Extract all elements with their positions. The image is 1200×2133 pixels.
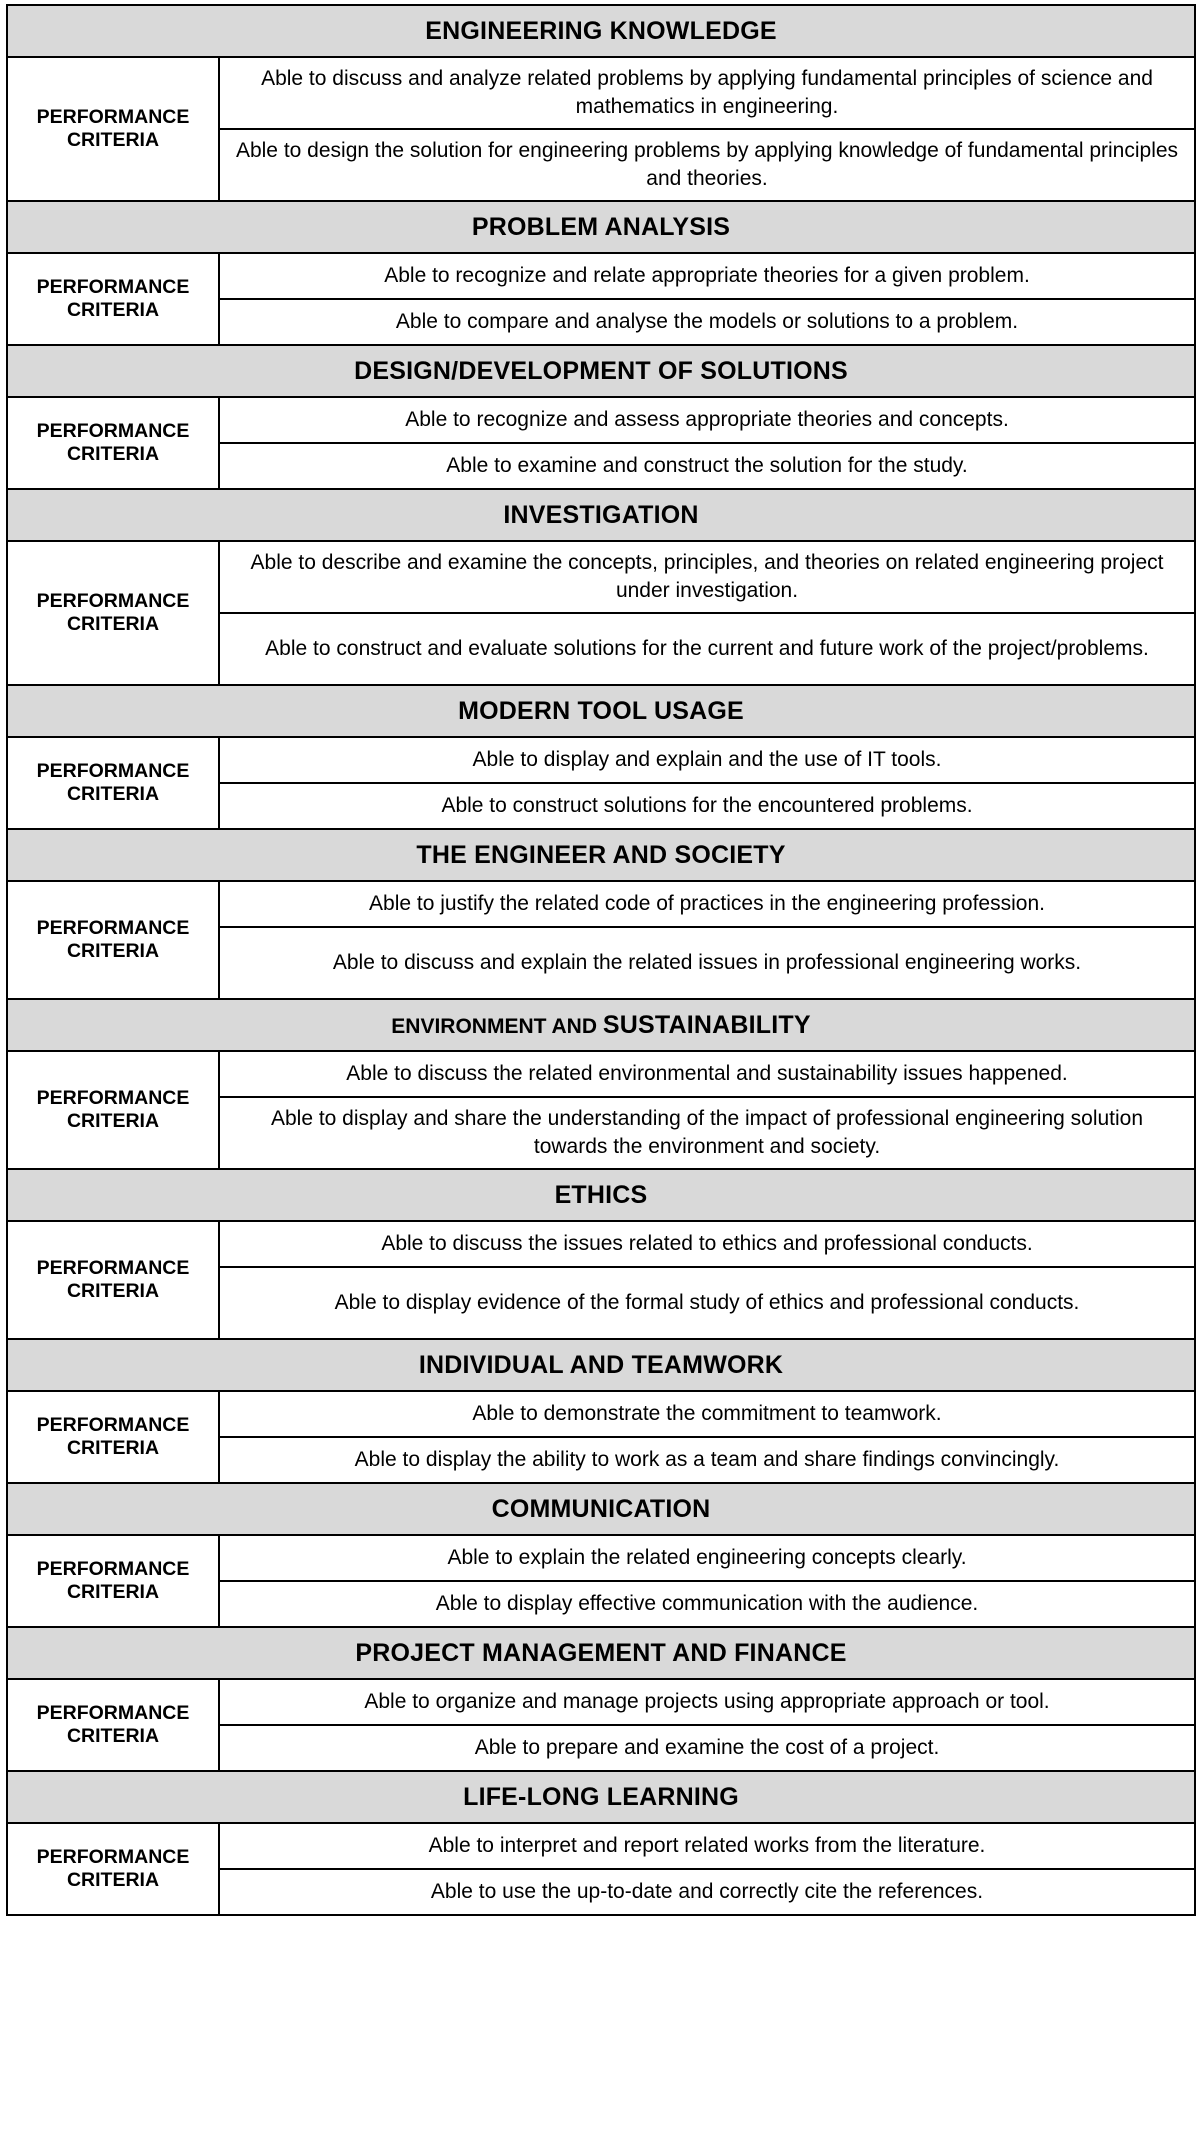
criteria-row (7, 1535, 1195, 1581)
section-header-row (7, 829, 1195, 881)
section-header-row (7, 345, 1195, 397)
performance-criteria-label-line1: PERFORMANCE (36, 1257, 190, 1279)
section-header-row (7, 1169, 1195, 1221)
performance-criteria-label (7, 541, 219, 685)
section-header-row (7, 685, 1195, 737)
section-title-the-engineer-and-society: THE ENGINEER AND SOCIETY (7, 829, 1195, 881)
performance-criteria-label-line1: PERFORMANCE (36, 276, 190, 298)
performance-criteria-label-line2: CRITERIA (66, 1437, 160, 1459)
criteria-row (7, 881, 1195, 927)
criteria-row (7, 541, 1195, 613)
criteria-text: Able to discuss and explain the related issues in professional engineering works. (219, 927, 1195, 999)
table-body (7, 5, 1195, 1915)
section-title-individual-and-teamwork: INDIVIDUAL AND TEAMWORK (7, 1339, 1195, 1391)
performance-criteria-label (7, 737, 219, 829)
performance-criteria-label (7, 881, 219, 999)
criteria-text: Able to demonstrate the commitment to teamwork. (219, 1391, 1195, 1437)
performance-criteria-label-line2: CRITERIA (66, 443, 160, 465)
criteria-row (7, 1679, 1195, 1725)
section-title-engineering-knowledge: ENGINEERING KNOWLEDGE (7, 5, 1195, 57)
performance-criteria-label-line2: CRITERIA (66, 299, 160, 321)
criteria-text: Able to display effective communication with the audience. (219, 1581, 1195, 1627)
criteria-row (7, 737, 1195, 783)
criteria-text: Able to examine and construct the solution for the study. (219, 443, 1195, 489)
section-title-problem-analysis: PROBLEM ANALYSIS (7, 201, 1195, 253)
criteria-text: Able to design the solution for engineering problems by applying knowledge of fundamental principles and theories. (219, 129, 1195, 201)
criteria-text: Able to recognize and relate appropriate theories for a given problem. (219, 253, 1195, 299)
section-header-row (7, 1627, 1195, 1679)
performance-criteria-label-line2: CRITERIA (66, 129, 160, 151)
section-title-modern-tool-usage: MODERN TOOL USAGE (7, 685, 1195, 737)
section-header-row (7, 1771, 1195, 1823)
criteria-row (7, 397, 1195, 443)
criteria-text: Able to construct solutions for the encountered problems. (219, 783, 1195, 829)
criteria-row (7, 253, 1195, 299)
criteria-text: Able to interpret and report related works from the literature. (219, 1823, 1195, 1869)
section-header-row (7, 5, 1195, 57)
section-title-environment-and-sustainability (7, 999, 1195, 1051)
performance-criteria-label-line1: PERFORMANCE (36, 1846, 190, 1868)
criteria-row (7, 1823, 1195, 1869)
criteria-text: Able to explain the related engineering concepts clearly. (219, 1535, 1195, 1581)
criteria-row (7, 1221, 1195, 1267)
section-header-row (7, 201, 1195, 253)
performance-criteria-label (7, 1823, 219, 1915)
section-title-part-small: ENVIRONMENT AND (391, 1014, 603, 1038)
criteria-row (7, 1051, 1195, 1097)
section-title-ethics: ETHICS (7, 1169, 1195, 1221)
criteria-text: Able to display the ability to work as a team and share findings convincingly. (219, 1437, 1195, 1483)
performance-criteria-label-line1: PERFORMANCE (36, 1414, 190, 1436)
section-title-investigation: INVESTIGATION (7, 489, 1195, 541)
performance-criteria-label (7, 1679, 219, 1771)
section-header-row (7, 999, 1195, 1051)
criteria-text: Able to discuss the issues related to ethics and professional conducts. (219, 1221, 1195, 1267)
performance-criteria-label-line1: PERFORMANCE (36, 760, 190, 782)
performance-criteria-label-line2: CRITERIA (66, 1280, 160, 1302)
section-header-row (7, 489, 1195, 541)
performance-criteria-label (7, 253, 219, 345)
criteria-text: Able to recognize and assess appropriate theories and concepts. (219, 397, 1195, 443)
criteria-text: Able to construct and evaluate solutions for the current and future work of the project/problems. (219, 613, 1195, 685)
criteria-text: Able to display and share the understanding of the impact of professional engineering solution towards the environment and society. (219, 1097, 1195, 1169)
criteria-row (7, 57, 1195, 129)
performance-criteria-label-line2: CRITERIA (66, 613, 160, 635)
performance-criteria-label-line2: CRITERIA (66, 783, 160, 805)
performance-criteria-label-line1: PERFORMANCE (36, 917, 190, 939)
section-header-row (7, 1483, 1195, 1535)
performance-criteria-label-line2: CRITERIA (66, 940, 160, 962)
performance-criteria-label (7, 397, 219, 489)
criteria-text: Able to organize and manage projects using appropriate approach or tool. (219, 1679, 1195, 1725)
performance-criteria-label (7, 1535, 219, 1627)
performance-criteria-table (6, 4, 1196, 1916)
performance-criteria-label-line1: PERFORMANCE (36, 1702, 190, 1724)
performance-criteria-label-line2: CRITERIA (66, 1110, 160, 1132)
criteria-text: Able to display and explain and the use of IT tools. (219, 737, 1195, 783)
section-header-row (7, 1339, 1195, 1391)
section-title-communication: COMMUNICATION (7, 1483, 1195, 1535)
criteria-text: Able to compare and analyse the models or solutions to a problem. (219, 299, 1195, 345)
criteria-text: Able to describe and examine the concepts, principles, and theories on related engineering project under investigation. (219, 541, 1195, 613)
performance-criteria-label (7, 1391, 219, 1483)
criteria-text: Able to discuss the related environmental and sustainability issues happened. (219, 1051, 1195, 1097)
section-title-design-development-of-solutions: DESIGN/DEVELOPMENT OF SOLUTIONS (7, 345, 1195, 397)
performance-criteria-label (7, 57, 219, 201)
performance-criteria-label-line1: PERFORMANCE (36, 590, 190, 612)
performance-criteria-label-line1: PERFORMANCE (36, 1087, 190, 1109)
performance-criteria-label (7, 1221, 219, 1339)
performance-criteria-label-line1: PERFORMANCE (36, 1558, 190, 1580)
section-title-life-long-learning: LIFE-LONG LEARNING (7, 1771, 1195, 1823)
criteria-text: Able to justify the related code of practices in the engineering profession. (219, 881, 1195, 927)
performance-criteria-label-line1: PERFORMANCE (36, 420, 190, 442)
criteria-text: Able to display evidence of the formal study of ethics and professional conducts. (219, 1267, 1195, 1339)
section-title-project-management-and-finance: PROJECT MANAGEMENT AND FINANCE (7, 1627, 1195, 1679)
criteria-row (7, 1391, 1195, 1437)
section-title-part-large: SUSTAINABILITY (602, 1010, 811, 1039)
criteria-text: Able to discuss and analyze related problems by applying fundamental principles of science and mathematics in engineering. (219, 57, 1195, 129)
performance-criteria-label-line2: CRITERIA (66, 1725, 160, 1747)
performance-criteria-label-line2: CRITERIA (66, 1581, 160, 1603)
performance-criteria-label-line1: PERFORMANCE (36, 106, 190, 128)
criteria-text: Able to prepare and examine the cost of a project. (219, 1725, 1195, 1771)
criteria-text: Able to use the up-to-date and correctly cite the references. (219, 1869, 1195, 1915)
performance-criteria-label (7, 1051, 219, 1169)
performance-criteria-label-line2: CRITERIA (66, 1869, 160, 1891)
